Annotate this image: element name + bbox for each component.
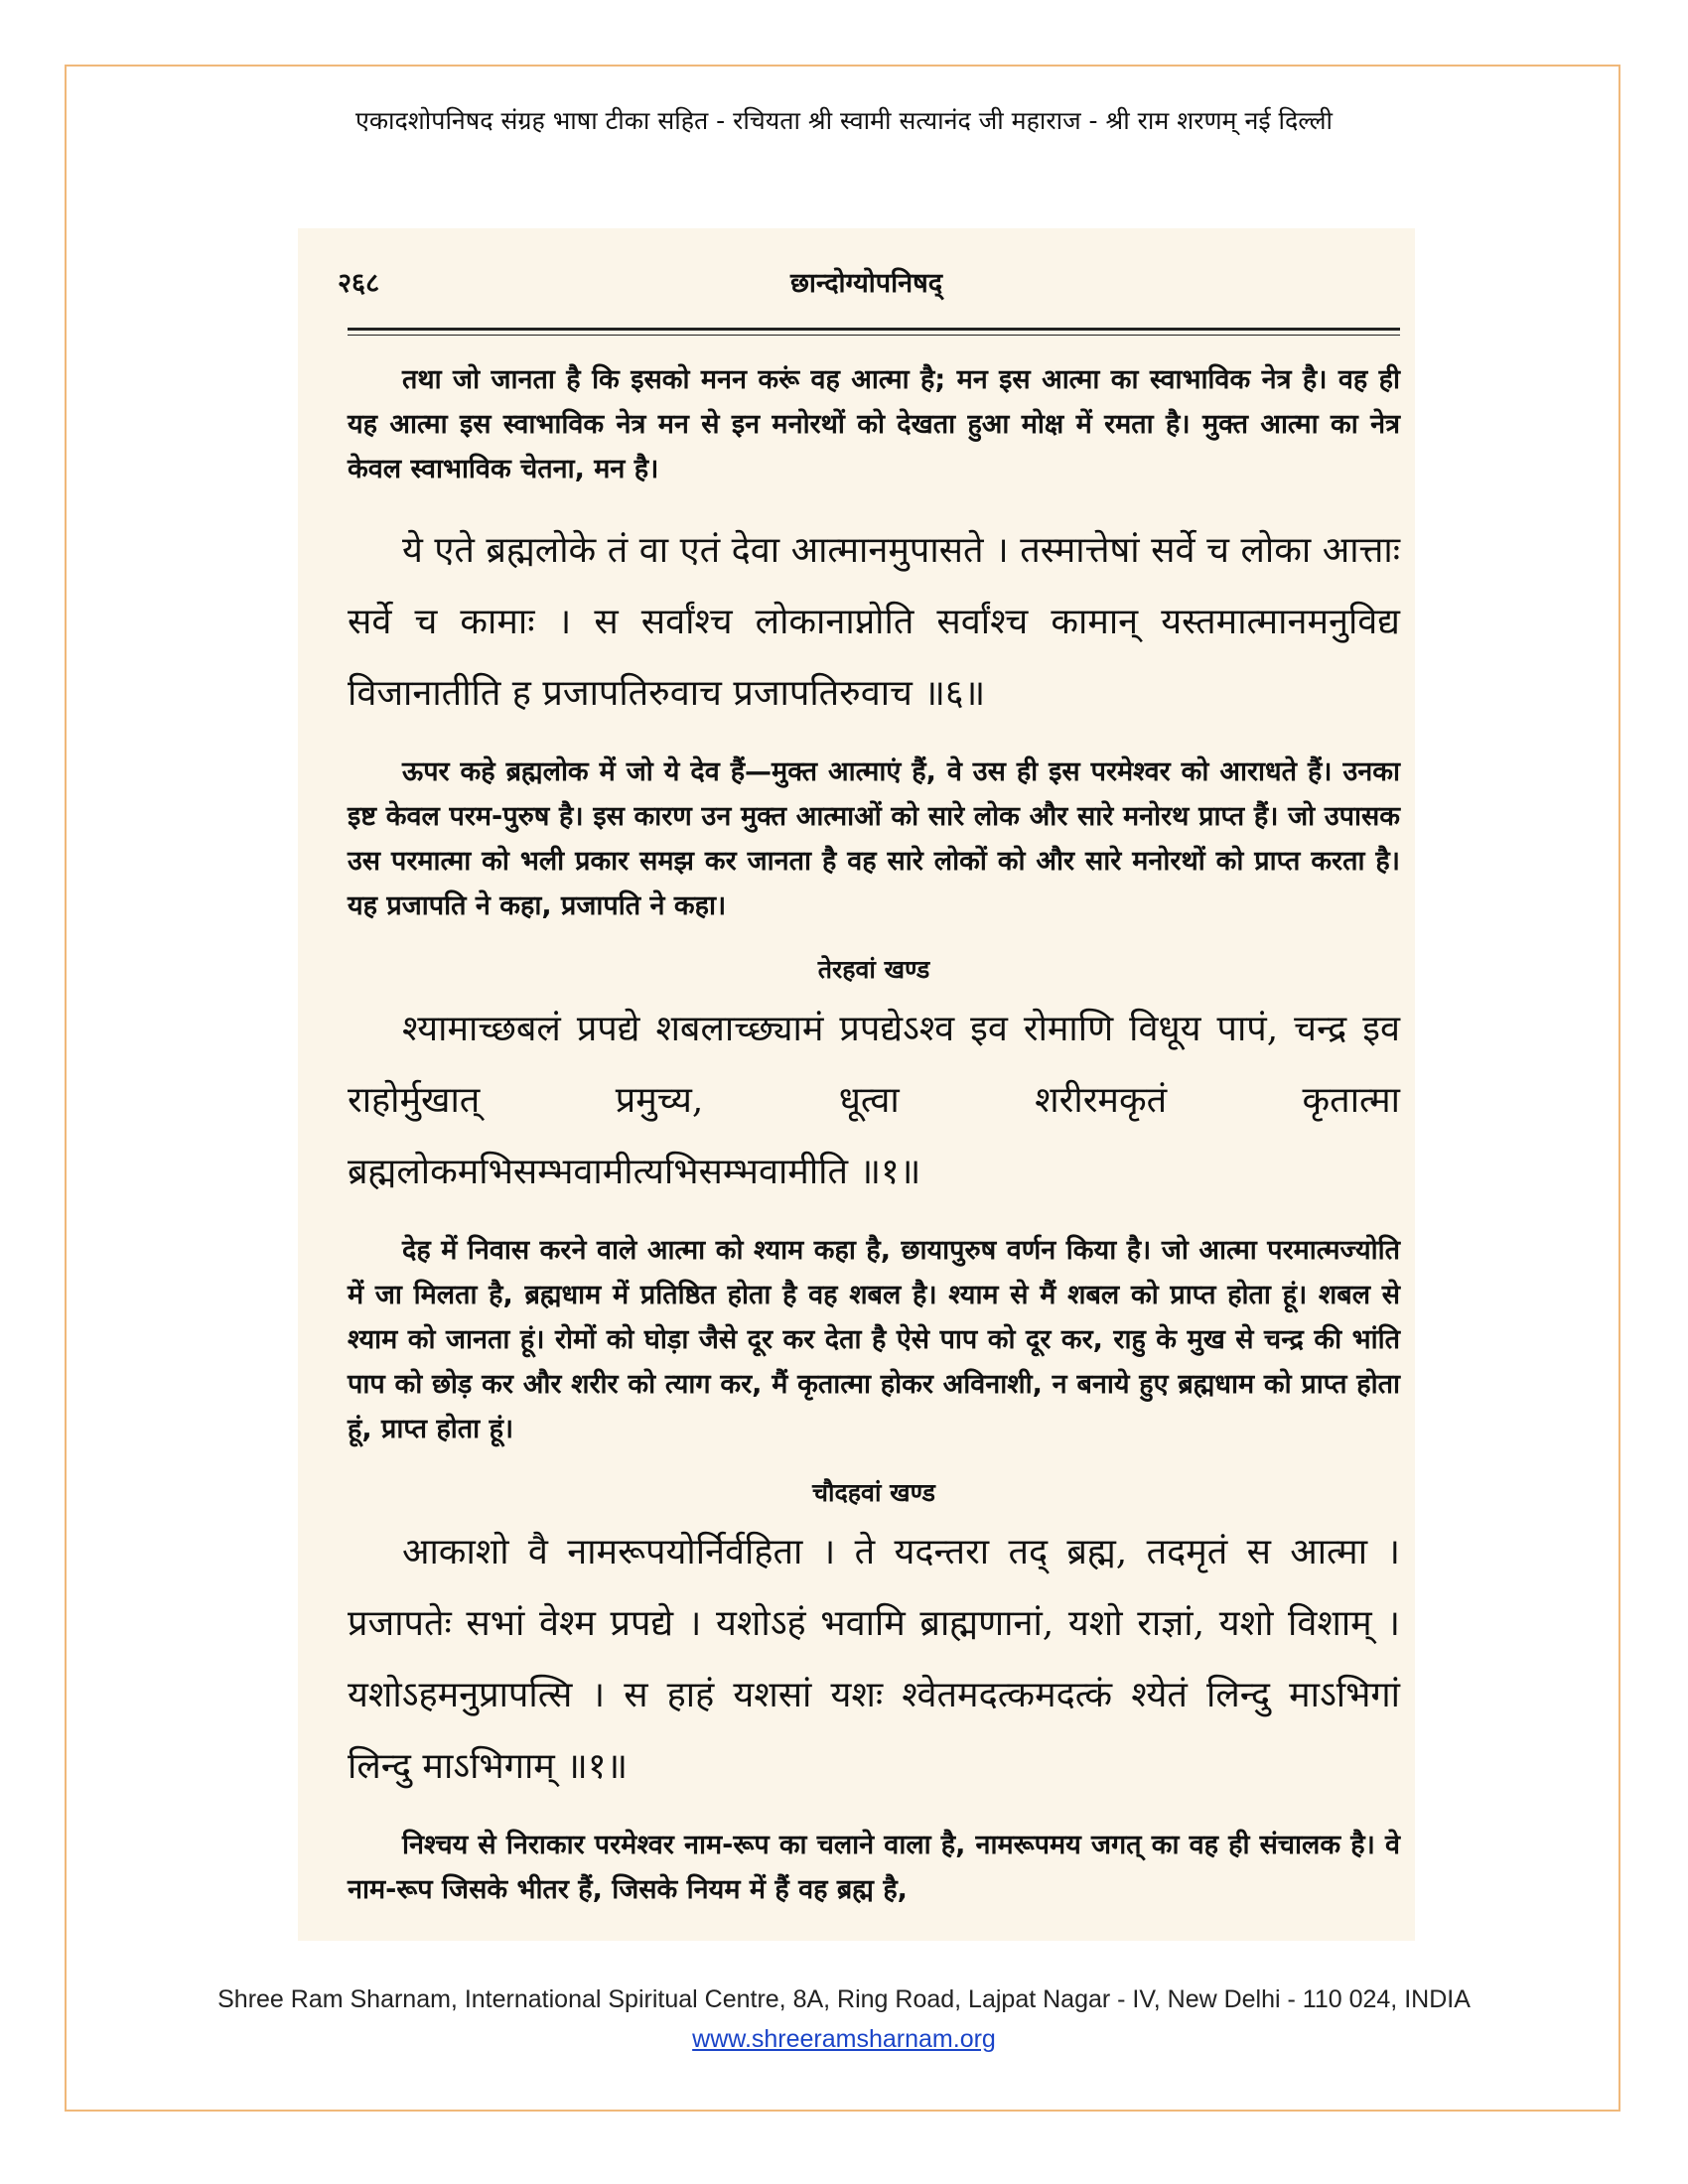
commentary-paragraph: तथा जो जानता है कि इसको मनन करूं वह आत्मा है; मन इस आत्मा का स्वाभाविक नेत्र है। वह ही यह आत्मा इस स्वाभाविक नेत्र मन से इन मनोरथों को देखता हुआ मोक्ष में रमता है। मुक्त आत्मा का नेत्र केवल स्वाभाविक चेतना, मन है। xyxy=(348,364,1400,484)
sanskrit-verse: श्यामाच्छबलं प्रपद्ये शबलाच्छ्यामं प्रपद्येऽश्व इव रोमाणि विधूय पापं, चन्द्र इव राहोर्मुखात् प्रमुच्य, धूत्वा शरीरमकृतं कृतात्मा ब्रह्मलोकमभिसम्भवामीत्यभिसम्भवामीति ॥१॥ xyxy=(348,1009,1400,1192)
document-header: एकादशोपनिषद संग्रह भाषा टीका सहित - रचियता श्री स्वामी सत्यानंद जी महाराज - श्री राम शरणम् नई दिल्ली xyxy=(355,106,1333,135)
page-title: छान्दोग्योपनिषद् xyxy=(789,268,943,299)
header-rule-thick xyxy=(348,328,1400,331)
commentary-paragraph: निश्चय से निराकार परमेश्वर नाम-रूप का चलाने वाला है, नामरूपमय जगत् का वह ही संचालक है। वे नाम-रूप जिसके भीतर हैं, जिसके नियम में हैं वह ब्रह्म है, xyxy=(348,1830,1400,1905)
section-heading: तेरहवां खण्ड xyxy=(817,955,930,984)
section-heading: चौदहवां खण्ड xyxy=(812,1478,935,1507)
website-link[interactable]: www.shreeramsharnam.org xyxy=(692,2025,996,2053)
commentary-paragraph: देह में निवास करने वाले आत्मा को श्याम कहा है, छायापुरुष वर्णन किया है। जो आत्मा परमात्मज्योति में जा मिलता है, ब्रह्मधाम में प्रतिष्ठित होता है वह शबल है। श्याम से मैं शबल को प्राप्त होता हूं। शबल से श्याम को जानता हूं। रोमों को घोड़ा जैसे दूर कर देता है ऐसे पाप को दूर कर, राहु के मुख से चन्द्र की भांति पाप को छोड़ कर और शरीर को त्याग कर, मैं कृतात्मा होकर अविनाशी, न बनाये हुए ब्रह्मधाम को प्राप्त होता हूं, प्राप्त होता हूं। xyxy=(348,1235,1400,1444)
commentary-paragraph: ऊपर कहे ब्रह्मलोक में जो ये देव हैं—मुक्त आत्माएं हैं, वे उस ही इस परमेश्वर को आराधते हैं। उनका इष्ट केवल परम-पुरुष है। इस कारण उन मुक्त आत्माओं को सारे लोक और सारे मनोरथ प्राप्त हैं। जो उपासक उस परमात्मा को भली प्रकार समझ कर जानता है वह सारे लोकों को और सारे मनोरथों को प्राप्त करता है। यह प्रजापति ने कहा, प्रजापति ने कहा। xyxy=(348,756,1400,921)
scanned-page xyxy=(298,228,1415,1941)
page-content xyxy=(348,357,1400,1936)
page-number: २६८ xyxy=(338,268,380,299)
sanskrit-verse: आकाशो वै नामरूपयोर्निर्वहिता । ते यदन्तरा तद् ब्रह्म, तदमृतं स आत्मा । प्रजापतेः सभां वेश्म प्रपद्ये । यशोऽहं भवामि ब्राह्मणानां, यशो राज्ञां, यशो विशाम् । यशोऽहमनुप्रापत्सि । स हाहं यशसां यशः श्वेतमदत्कमदत्कं श्येतं लिन्दु माऽभिगां लिन्दु माऽभिगाम् ॥१॥ xyxy=(348,1532,1400,1787)
footer-address: Shree Ram Sharnam, International Spiritual Centre, 8A, Ring Road, Lajpat Nagar - IV, New Delhi - 110 024, INDIA xyxy=(217,1985,1471,2013)
page-head xyxy=(338,263,1395,303)
sanskrit-verse: ये एते ब्रह्मलोके तं वा एतं देवा आत्मानमुपासते । तस्मात्तेषां सर्वे च लोका आत्ताः सर्वे च कामाः । स सर्वांश्च लोकानाप्नोति सर्वांश्च कामान् यस्तमात्मानमनुविद्य विजानातीति ह प्रजापतिरुवाच प्रजापतिरुवाच ॥६॥ xyxy=(348,530,1400,714)
header-rule-thin xyxy=(348,335,1400,336)
